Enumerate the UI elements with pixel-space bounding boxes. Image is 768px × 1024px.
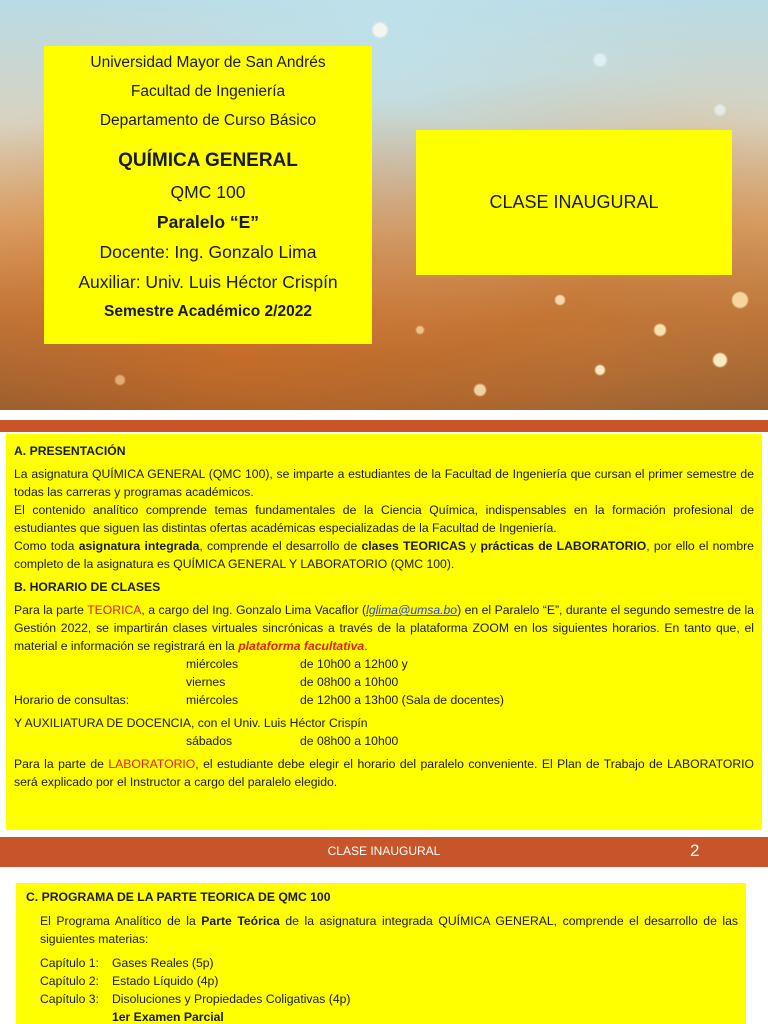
course-section: Paralelo “E” (156, 212, 260, 232)
course-info-box (44, 46, 372, 344)
section-c-paragraph-1: El Programa Analítico de la Parte Teórica de la asignatura integrada QUÍMICA GENERAL, comprende el desarrollo de las siguientes materias: (40, 914, 738, 946)
section-a-paragraph-3: Como toda asignatura integrada, comprende el desarrollo de clases TEORICAS y prácticas de LABORATORIO, por ello el nombre completo de la asignatura es QUÍMICA GENERAL Y LABORATORIO (QMC 100). (14, 539, 754, 571)
section-c-heading: C. PROGRAMA DE LA PARTE TEORICA DE QMC 100 (26, 890, 331, 904)
email-link[interactable]: lglima@umsa.bo (366, 603, 458, 617)
class-title: CLASE INAUGURAL (489, 192, 659, 212)
footer-label: CLASE INAUGURAL (327, 844, 441, 858)
schedule-row: viernes de 08h00 a 10h00 (186, 675, 399, 689)
section-a-paragraph-2: El contenido analítico comprende temas fundamentales de la Ciencia Química, indispensables en la formación profesional de estudiantes que siguen las distintas ofertas académicas especializadas de la Facultad de Ingeniería. (14, 503, 754, 535)
department-name: Departamento de Curso Básico (99, 112, 317, 129)
section-a-heading: A. PRESENTACIÓN (14, 444, 126, 458)
title-slide (0, 0, 768, 410)
slide-footer-bar (0, 837, 768, 867)
chapter-item: Capítulo 3: Disoluciones y Propiedades Coligativas (4p) (40, 992, 351, 1006)
section-b-paragraph-1: Para la parte TEORICA, a cargo del Ing. Gonzalo Lima Vacaflor (lglima@umsa.bo) en el Paralelo “E”, durante el segundo semestre de la Gestión 2022, se impartirán clases virtuales sincrónicas a través de la plataforma ZOOM en los siguientes horarios. En tanto que, el material e información se registrará en la plataforma facultativa. (14, 603, 754, 653)
slide-header-bar (0, 420, 768, 432)
university-name: Universidad Mayor de San Andrés (90, 54, 326, 71)
course-code: QMC 100 (170, 182, 246, 202)
schedule-row: miércoles de 10h00 a 12h00 y (186, 657, 408, 671)
schedule-row: Horario de consultas: miércoles de 12h00 a 13h00 (Sala de docentes) (14, 693, 504, 707)
chapter-item: Capítulo 1: Gases Reales (5p) (40, 956, 214, 970)
partial-exam-label: 1er Examen Parcial (112, 1010, 224, 1024)
section-b-heading: B. HORARIO DE CLASES (14, 580, 161, 594)
assistant-schedule-line: Y AUXILIATURA DE DOCENCIA, con el Univ. Luis Héctor Crispín (14, 716, 368, 730)
semester-label: Semestre Académico 2/2022 (104, 303, 312, 320)
assistant-name: Auxiliar: Univ. Luis Héctor Crispín (78, 272, 338, 292)
chapter-item: Capítulo 2: Estado Líquido (4p) (40, 974, 219, 988)
page-number: 2 (690, 841, 700, 860)
class-title-box (416, 130, 732, 275)
schedule-row: sábados de 08h00 a 10h00 (186, 734, 399, 748)
faculty-name: Facultad de Ingeniería (130, 83, 286, 100)
section-a-paragraph-1: La asignatura QUÍMICA GENERAL (QMC 100), se imparte a estudiantes de la Facultad de Ingeniería que cursan el primer semestre de todas las carreras y programas académicos. (14, 467, 754, 499)
teacher-name: Docente: Ing. Gonzalo Lima (99, 242, 317, 262)
slide3-content (16, 883, 746, 1024)
slide2-content (6, 434, 762, 830)
section-b-paragraph-2: Para la parte de LABORATORIO, el estudiante debe elegir el horario del paralelo conveniente. El Plan de Trabajo de LABORATORIO será explicado por el Instructor a cargo del paralelo elegido. (14, 757, 754, 789)
course-name: QUÍMICA GENERAL (118, 150, 298, 171)
